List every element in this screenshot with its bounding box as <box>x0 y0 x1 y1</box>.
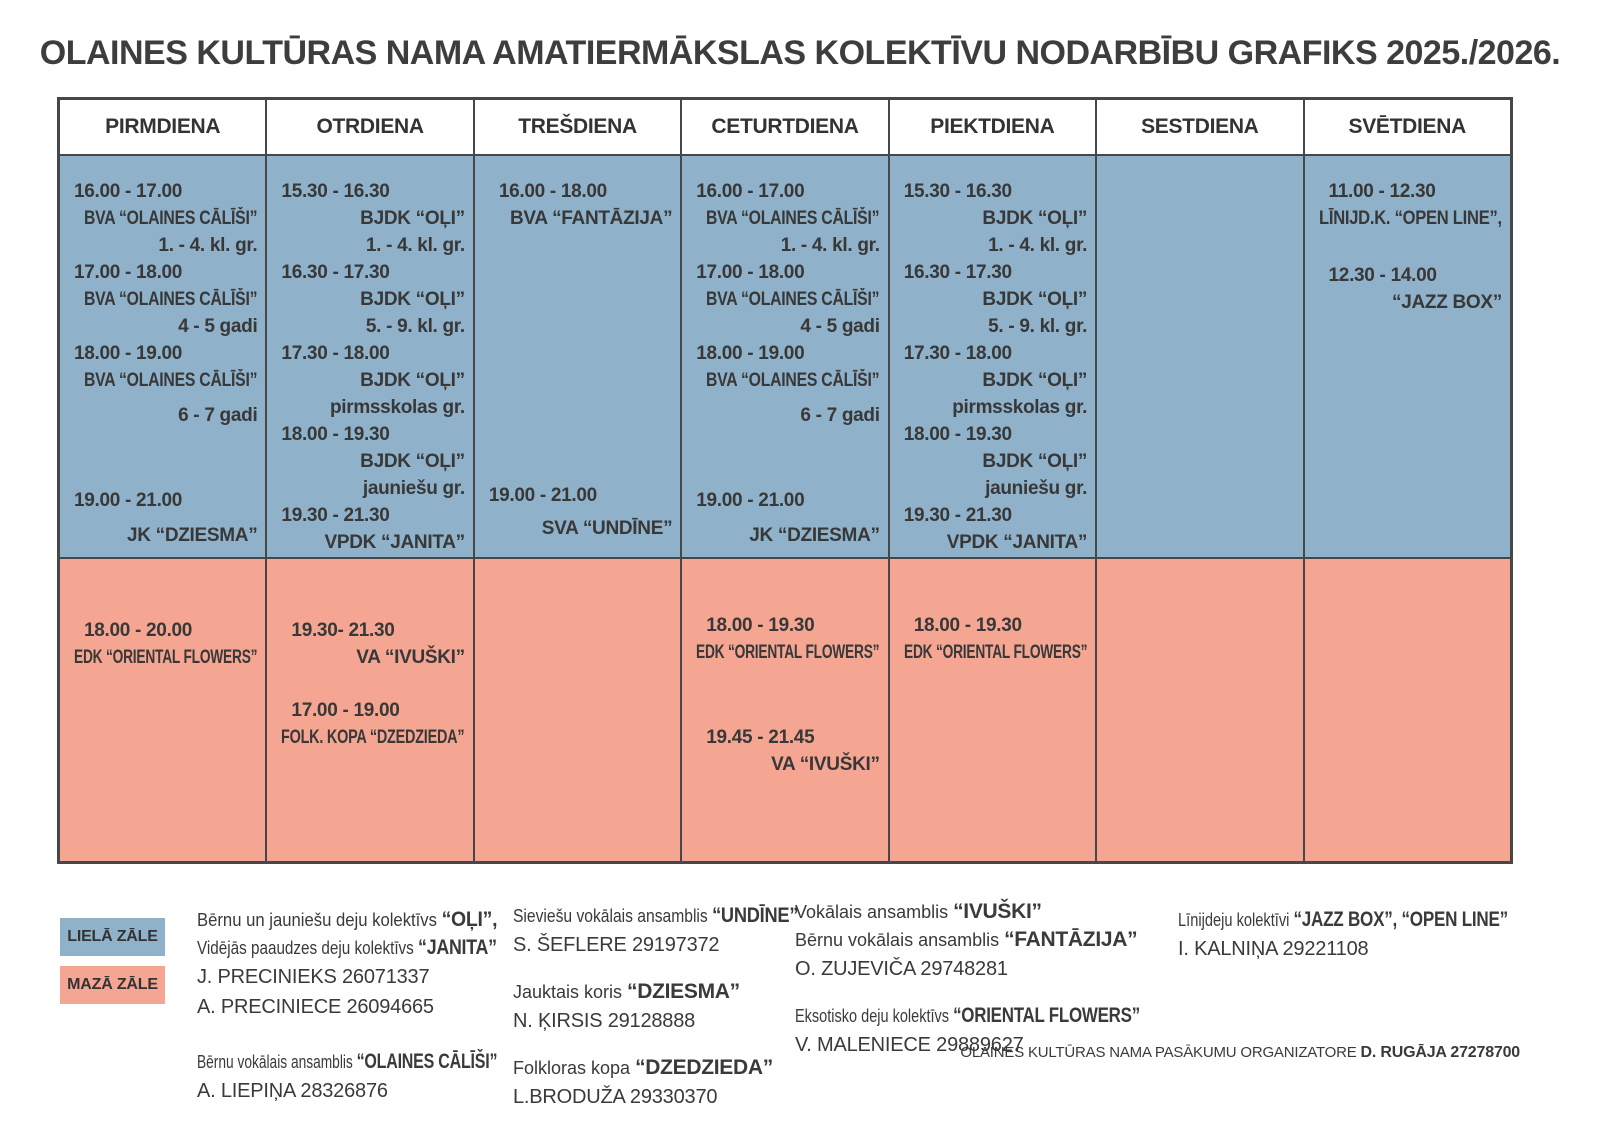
day-header-otrdiena <box>265 100 472 154</box>
schedule-line <box>696 259 879 286</box>
collective-name: “JAZZ BOX”, “OPEN LINE” <box>1293 908 1508 931</box>
legend-description: Bērnu vokālais ansamblis <box>795 930 1005 950</box>
schedule-line-text: 16.30 - 17.30 <box>903 262 1012 283</box>
day-header-label: CETURTDIENA <box>711 115 859 138</box>
cell-small-ceturtdiena <box>680 559 887 861</box>
schedule-line-text: BVA “OLAINES CĀLĪŠI” <box>706 370 880 391</box>
schedule-line-text: 5. - 9. kl. gr. <box>988 316 1088 337</box>
legend-description: L.BRODUŽA 29330370 <box>513 1086 718 1108</box>
schedule-table <box>57 97 1513 864</box>
collective-name: “IVUŠKI” <box>953 900 1042 923</box>
schedule-line-text: 16.00 - 17.00 <box>696 181 805 202</box>
schedule-line <box>904 448 1087 475</box>
schedule-line-text: EDK “ORIENTAL FLOWERS” <box>74 647 258 668</box>
legend-line <box>795 926 1140 954</box>
schedule-line-text: 1. - 4. kl. gr. <box>988 235 1088 256</box>
legend-description: I. KALNIŅA 29221108 <box>1178 938 1369 960</box>
schedule-line-text: pirmsskolas gr. <box>329 397 465 418</box>
schedule-line-text: 15.30 - 16.30 <box>903 181 1012 202</box>
schedule-line <box>904 475 1087 502</box>
schedule-line-text: 11.00 - 12.30 <box>1328 181 1436 202</box>
schedule-line <box>904 367 1087 394</box>
day-header-piektdiena <box>888 100 1095 154</box>
day-header-svetdiena <box>1303 100 1510 154</box>
schedule-line <box>696 313 879 340</box>
legend-description: Eksotisko deju kolektīvs <box>795 1006 954 1026</box>
legend-column-linedance <box>1178 906 1508 982</box>
legend-description: Vidējās paaudzes deju kolektīvs <box>197 938 419 958</box>
schedule-line-text: BVA “OLAINES CĀLĪŠI” <box>84 289 258 310</box>
schedule-line-text: JK “DZIESMA” <box>749 525 880 546</box>
day-header-label: SVĒTDIENA <box>1348 115 1466 138</box>
legend-line-text <box>513 1006 695 1036</box>
cell-small-piektdiena <box>888 559 1095 861</box>
legend-line <box>197 992 497 1022</box>
schedule-line <box>904 313 1087 340</box>
schedule-line <box>281 205 464 232</box>
collective-name: “OĻI”, <box>441 908 498 931</box>
legend-line <box>513 978 798 1006</box>
schedule-line <box>904 639 1087 666</box>
day-header-label: SESTDIENA <box>1141 115 1259 138</box>
schedule-line-text: 18.00 - 19.30 <box>706 615 815 636</box>
cell-large-pirmdiena <box>60 156 265 557</box>
schedule-line <box>696 639 879 666</box>
hall-legend-swatches <box>60 918 165 1014</box>
legend-description: Bērnu un jauniešu deju kolektīvs <box>197 910 442 930</box>
schedule-line <box>489 515 672 542</box>
schedule-line-text: 17.00 - 18.00 <box>696 262 805 283</box>
legend-entry <box>513 978 798 1036</box>
legend-line-text <box>513 1054 773 1082</box>
legend-entry <box>1178 906 1508 964</box>
schedule-line <box>904 232 1087 259</box>
legend-line <box>1178 906 1508 934</box>
collective-name: “UNDĪNE” <box>712 904 799 927</box>
schedule-line-text: 17.30 - 18.00 <box>903 343 1012 364</box>
schedule-line <box>696 232 879 259</box>
schedule-line-text: EDK “ORIENTAL FLOWERS” <box>696 642 880 663</box>
schedule-line <box>696 487 879 514</box>
schedule-line <box>74 205 257 232</box>
schedule-line <box>74 232 257 259</box>
legend-entry <box>197 906 497 1022</box>
collective-name: “ORIENTAL FLOWERS” <box>953 1004 1140 1027</box>
schedule-line <box>1319 289 1502 316</box>
collective-name: “JANITA” <box>418 936 497 959</box>
legend-line-text <box>513 930 719 960</box>
schedule-line-text: 15.30 - 16.30 <box>281 181 390 202</box>
schedule-line-text: BVA “OLAINES CĀLĪŠI” <box>706 208 880 229</box>
cell-large-svetdiena <box>1303 156 1510 557</box>
legend-line-text <box>513 1082 717 1112</box>
legend-line <box>513 1054 798 1082</box>
legend-line <box>513 930 798 960</box>
schedule-line-text: BVA “OLAINES CĀLĪŠI” <box>84 208 258 229</box>
organizer-note <box>960 1044 1520 1062</box>
hall-swatch-liela-zale <box>60 918 165 956</box>
schedule-line <box>696 522 879 549</box>
schedule-line-text: VA “IVUŠKI” <box>356 647 465 668</box>
collective-name: “DZIESMA” <box>627 980 740 1003</box>
schedule-line <box>904 421 1087 448</box>
legend-description: V. MALENIECE 29889627 <box>795 1034 1024 1056</box>
schedule-line-text: LĪNIJD.K. “OPEN LINE”, <box>1318 208 1502 229</box>
schedule-line <box>696 178 879 205</box>
schedule-line <box>904 286 1087 313</box>
legend-line <box>197 906 497 934</box>
legend-description: Līnijdeju kolektīvi <box>1178 910 1294 930</box>
cell-large-otrdiena <box>265 156 472 557</box>
schedule-line-text: 19.30- 21.30 <box>291 620 395 641</box>
schedule-line <box>1319 205 1502 232</box>
schedule-line <box>904 178 1087 205</box>
day-header-label: OTRDIENA <box>316 115 424 138</box>
day-header-label: PIRMDIENA <box>105 115 221 138</box>
legend-line-text <box>1178 906 1508 934</box>
schedule-line-text: jauniešu gr. <box>362 478 465 499</box>
hall-swatch-label: LIELĀ ZĀLE <box>67 928 158 945</box>
day-header-pirmdiena <box>60 100 265 154</box>
legend-description: O. ZUJEVIČA 29748281 <box>795 958 1008 980</box>
hall-swatch-maza-zale <box>60 966 165 1004</box>
legend-line <box>795 954 1140 984</box>
schedule-line-text: BJDK “OĻI” <box>360 451 465 472</box>
schedule-line <box>904 340 1087 367</box>
schedule-line-text: VPDK “JANITA” <box>946 532 1088 553</box>
legend-line-text <box>197 1048 497 1076</box>
schedule-line <box>281 617 464 644</box>
schedule-line <box>696 724 879 751</box>
schedule-line-text: VPDK “JANITA” <box>324 532 465 553</box>
schedule-line <box>281 421 464 448</box>
schedule-line <box>904 259 1087 286</box>
cell-large-ceturtdiena <box>680 156 887 557</box>
collective-name: “FANTĀZIJA” <box>1004 928 1138 951</box>
schedule-line <box>74 522 257 549</box>
schedule-line <box>74 367 257 394</box>
legend-line-text <box>513 902 798 930</box>
organizer-contact: D. RUGĀJA 27278700 <box>1360 1044 1520 1061</box>
cell-small-sestdiena <box>1095 559 1302 861</box>
schedule-line-text: 19.00 - 21.00 <box>74 490 183 511</box>
schedule-line <box>696 367 879 394</box>
schedule-line <box>281 475 464 502</box>
schedule-line-text: 18.00 - 19.30 <box>913 615 1022 636</box>
legend-line <box>197 1048 497 1076</box>
legend-description: Bērnu vokālais ansamblis <box>197 1052 357 1072</box>
cell-large-piektdiena <box>888 156 1095 557</box>
schedule-line-text: 18.00 - 20.00 <box>84 620 193 641</box>
legend-line <box>795 1002 1140 1030</box>
schedule-line <box>281 178 464 205</box>
legend-line <box>795 898 1140 926</box>
schedule-line <box>74 402 257 429</box>
schedule-line-text: BJDK “OĻI” <box>982 208 1088 229</box>
schedule-line <box>489 482 672 509</box>
schedule-line-text: 1. - 4. kl. gr. <box>365 235 465 256</box>
schedule-line-text: pirmsskolas gr. <box>952 397 1088 418</box>
schedule-line <box>281 286 464 313</box>
schedule-line-text: 19.00 - 21.00 <box>696 490 805 511</box>
day-header-row <box>60 100 1510 156</box>
cell-small-svetdiena <box>1303 559 1510 861</box>
legend-line-text <box>197 934 497 962</box>
schedule-line <box>904 502 1087 529</box>
legend-entry <box>197 1048 497 1106</box>
legend-entry <box>795 898 1140 984</box>
schedule-line <box>696 340 879 367</box>
schedule-line-text: 4 - 5 gadi <box>178 316 258 337</box>
schedule-line-text: 6 - 7 gadi <box>800 405 880 426</box>
schedule-line-text: 12.30 - 14.00 <box>1328 265 1437 286</box>
schedule-line <box>281 724 464 751</box>
legend-line-text <box>1178 934 1368 964</box>
legend-line <box>197 962 497 992</box>
schedule-line <box>281 644 464 671</box>
cell-small-tresdiena <box>473 559 680 861</box>
day-header-sestdiena <box>1095 100 1302 154</box>
schedule-line-text: 5. - 9. kl. gr. <box>365 316 465 337</box>
schedule-line-text: BJDK “OĻI” <box>360 289 465 310</box>
legend-description: Jauktais koris <box>513 982 628 1002</box>
schedule-line <box>281 313 464 340</box>
legend-description: Folkloras kopa <box>513 1058 636 1078</box>
schedule-line <box>74 313 257 340</box>
schedule-line-text: 17.00 - 18.00 <box>74 262 183 283</box>
legend-line-text <box>513 978 740 1006</box>
schedule-line-text: 17.00 - 19.00 <box>291 700 400 721</box>
legend-description: A. PRECINIECE 26094665 <box>197 996 434 1018</box>
schedule-line <box>74 178 257 205</box>
schedule-line <box>1319 262 1502 289</box>
legend-line <box>513 902 798 930</box>
schedule-line-text: 19.45 - 21.45 <box>706 727 815 748</box>
legend-entry <box>513 1054 798 1112</box>
schedule-line-text: 18.00 - 19.00 <box>696 343 805 364</box>
schedule-line <box>904 394 1087 421</box>
legend-line-text <box>795 926 1137 954</box>
legend-line <box>197 1076 497 1106</box>
small-hall-row <box>60 559 1510 861</box>
schedule-line <box>281 232 464 259</box>
legend-description: J. PRECINIEKS 26071337 <box>197 966 430 988</box>
schedule-line-text: BJDK “OĻI” <box>360 208 465 229</box>
schedule-line-text: BJDK “OĻI” <box>982 451 1088 472</box>
schedule-line-text: EDK “ORIENTAL FLOWERS” <box>903 642 1087 663</box>
day-header-ceturtdiena <box>680 100 887 154</box>
legend-line <box>197 934 497 962</box>
day-header-label: PIEKTDIENA <box>930 115 1055 138</box>
schedule-line <box>281 394 464 421</box>
schedule-line <box>74 617 257 644</box>
schedule-line-text: BVA “OLAINES CĀLĪŠI” <box>706 289 880 310</box>
schedule-line-text: 16.00 - 17.00 <box>74 181 183 202</box>
collective-name: “OLAINES CĀLĪŠI” <box>356 1050 498 1073</box>
legend-line <box>513 1082 798 1112</box>
schedule-line <box>74 340 257 367</box>
schedule-line-text: VA “IVUŠKI” <box>771 754 880 775</box>
schedule-line <box>696 612 879 639</box>
schedule-line <box>281 697 464 724</box>
cell-large-tresdiena <box>473 156 680 557</box>
hall-swatch-label: MAZĀ ZĀLE <box>67 976 158 993</box>
legend-line-text <box>197 962 429 992</box>
page-title-text: OLAINES KULTŪRAS NAMA AMATIERMĀKSLAS KOLEKTĪVU NODARBĪBU GRAFIKS 2025./2026. <box>39 34 1561 72</box>
schedule-line-text: BJDK “OĻI” <box>360 370 465 391</box>
legend-line-text <box>197 992 434 1022</box>
schedule-line-text: BVA “OLAINES CĀLĪŠI” <box>84 370 258 391</box>
legend-line <box>513 1006 798 1036</box>
schedule-line-text: 19.30 - 21.30 <box>903 505 1012 526</box>
schedule-line <box>1319 178 1502 205</box>
schedule-line <box>281 259 464 286</box>
page-title <box>0 34 1600 73</box>
cell-small-otrdiena <box>265 559 472 861</box>
legend-description: N. ĶIRSIS 29128888 <box>513 1010 696 1032</box>
schedule-line-text: 16.00 - 18.00 <box>498 181 607 202</box>
legend-column-vocal-folk <box>513 902 798 1130</box>
legend-description: Vokālais ansamblis <box>795 902 954 922</box>
legend-description: Sieviešu vokālais ansamblis <box>513 906 713 926</box>
schedule-line <box>281 529 464 556</box>
organizer-note-prefix: OLAINES KULTŪRAS NAMA PASĀKUMU ORGANIZATORE <box>960 1044 1361 1061</box>
schedule-line <box>281 502 464 529</box>
schedule-line <box>281 340 464 367</box>
schedule-line <box>281 448 464 475</box>
schedule-line <box>74 286 257 313</box>
schedule-line-text: FOLK. KOPA “DZEDZIEDA” <box>281 727 465 748</box>
legend-line-text <box>197 1076 388 1106</box>
legend-description: A. LIEPIŅA 28326876 <box>197 1080 388 1102</box>
legend-line-text <box>197 906 497 934</box>
schedule-line-text: BJDK “OĻI” <box>982 370 1088 391</box>
schedule-line-text: 17.30 - 18.00 <box>281 343 390 364</box>
schedule-line-text: 19.00 - 21.00 <box>488 485 597 506</box>
schedule-line-text: 4 - 5 gadi <box>800 316 880 337</box>
schedule-line <box>904 529 1087 556</box>
schedule-line-text: 18.00 - 19.30 <box>281 424 390 445</box>
legend-entry <box>513 902 798 960</box>
day-header-label: TREŠDIENA <box>518 115 637 138</box>
large-hall-row <box>60 156 1510 559</box>
legend-line-text <box>795 898 1042 926</box>
legend-line-text <box>795 1002 1140 1030</box>
schedule-line-text: “JAZZ BOX” <box>1392 292 1502 313</box>
legend-description: S. ŠEFLERE 29197372 <box>513 934 720 956</box>
schedule-line-text: BJDK “OĻI” <box>982 289 1088 310</box>
schedule-line <box>696 402 879 429</box>
legend-line <box>1178 934 1508 964</box>
schedule-line <box>74 259 257 286</box>
schedule-line-text: 18.00 - 19.00 <box>74 343 183 364</box>
schedule-line <box>904 205 1087 232</box>
schedule-line <box>281 367 464 394</box>
schedule-line <box>489 205 672 232</box>
schedule-line <box>74 644 257 671</box>
schedule-line-text: 16.30 - 17.30 <box>281 262 390 283</box>
day-header-tresdiena <box>473 100 680 154</box>
schedule-line-text: JK “DZIESMA” <box>126 525 258 546</box>
schedule-line-text: 1. - 4. kl. gr. <box>780 235 880 256</box>
schedule-line-text: jauniešu gr. <box>985 478 1088 499</box>
schedule-line-text: 6 - 7 gadi <box>178 405 258 426</box>
legend-column-dance <box>197 906 497 1131</box>
schedule-line <box>696 751 879 778</box>
schedule-line <box>696 286 879 313</box>
schedule-line <box>489 178 672 205</box>
schedule-line-text: 19.30 - 21.30 <box>281 505 390 526</box>
cell-large-sestdiena <box>1095 156 1302 557</box>
schedule-line-text: 1. - 4. kl. gr. <box>158 235 258 256</box>
schedule-line <box>904 612 1087 639</box>
schedule-line-text: BVA “FANTĀZIJA” <box>509 208 673 229</box>
cell-small-pirmdiena <box>60 559 265 861</box>
schedule-line <box>74 487 257 514</box>
schedule-line-text: SVA “UNDĪNE” <box>541 518 673 539</box>
collective-name: “DZEDZIEDA” <box>635 1056 773 1079</box>
schedule-line-text: 18.00 - 19.30 <box>903 424 1012 445</box>
schedule-line <box>696 205 879 232</box>
legend-line-text <box>795 954 1008 984</box>
